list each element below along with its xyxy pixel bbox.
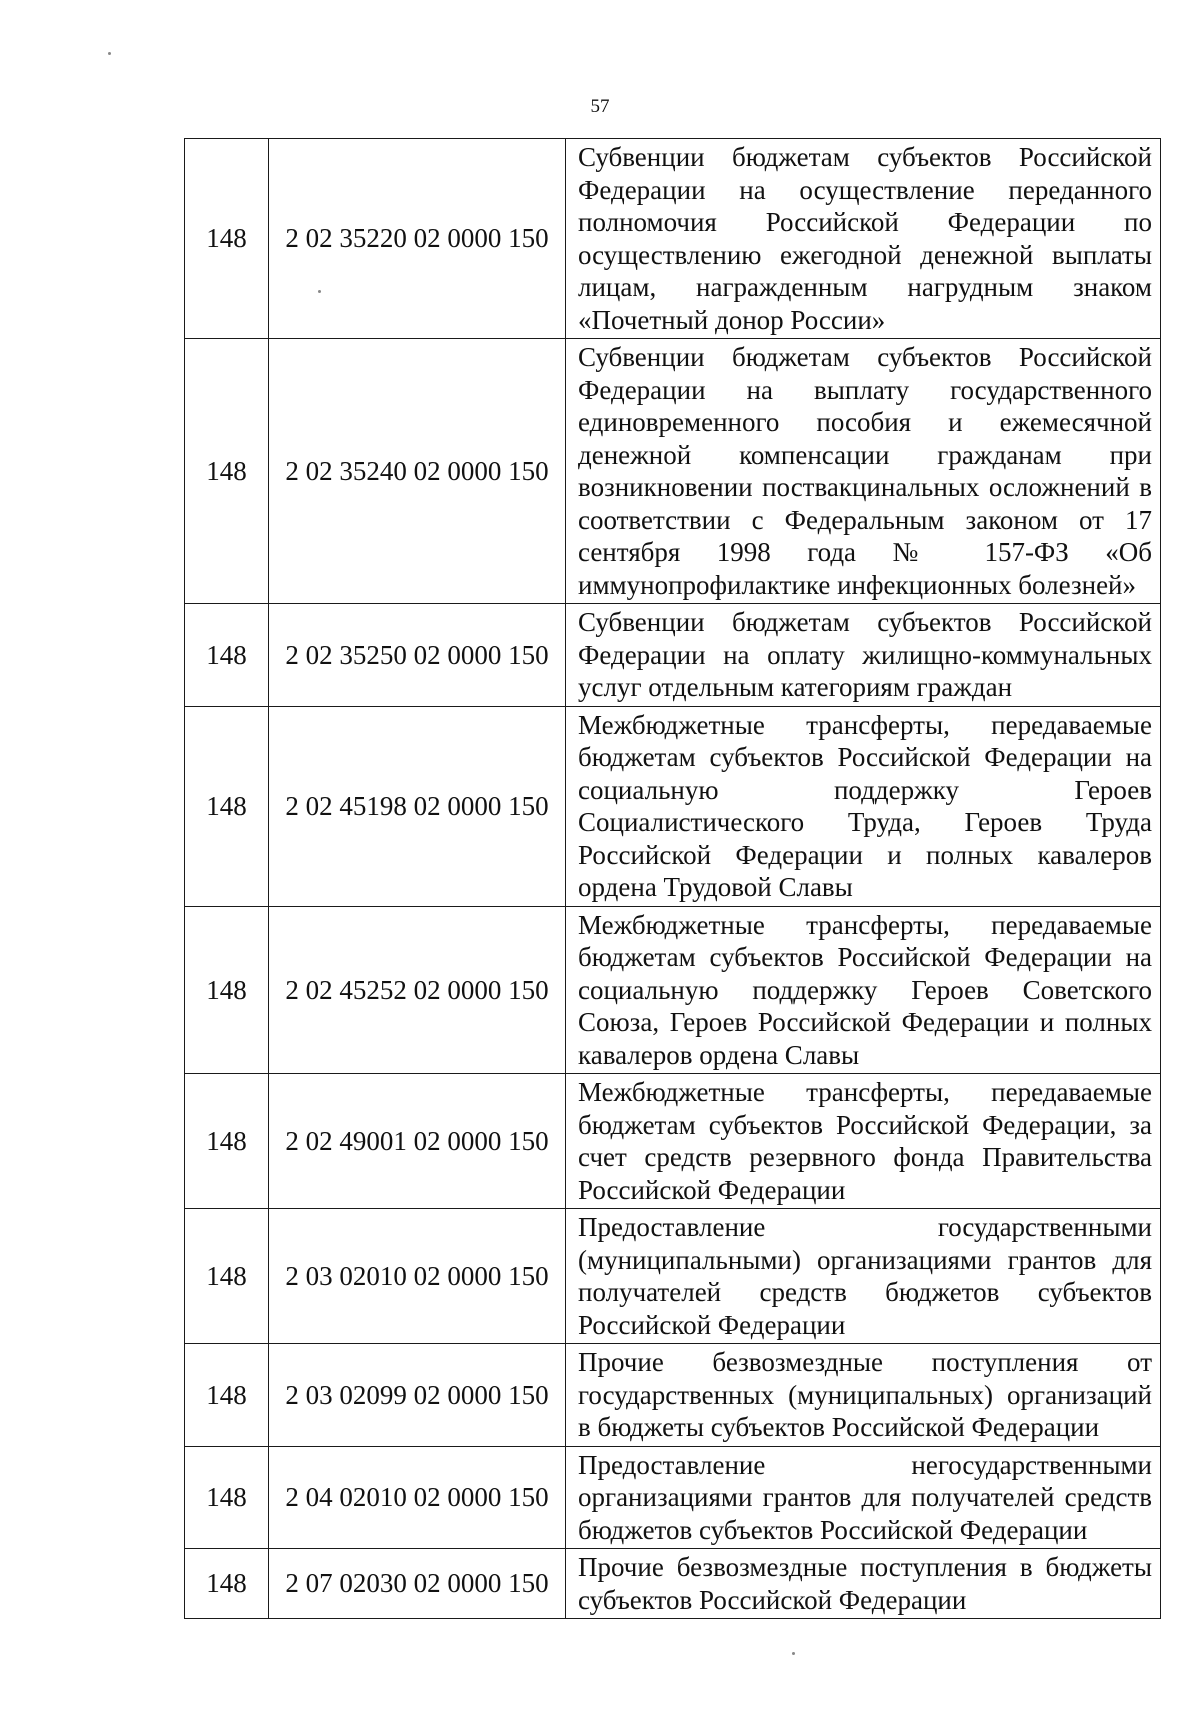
table-row [185, 1209, 1161, 1344]
admin-code-cell: 148 [185, 339, 269, 604]
description-cell: Субвенции бюджетам субъектов Российской Федерации на выплату государственного единовременного пособия и ежемесячной денежной компенсации гражданам при возникновении поствакцинальных осложнений в соответствии с Федеральным законом от 17 сентября 1998 года № 157-ФЗ «Об иммунопрофилактике инфекционных болезней» [566, 339, 1161, 604]
description-cell: Субвенции бюджетам субъектов Российской Федерации на оплату жилищно-коммунальных услуг отдельным категориям граждан [566, 604, 1161, 707]
budget-code-cell: 2 02 35220 02 0000 150 [269, 139, 566, 339]
budget-code-cell: 2 04 02010 02 0000 150 [269, 1446, 566, 1549]
admin-code-cell: 148 [185, 1446, 269, 1549]
scan-speck [108, 52, 111, 55]
budget-code-cell: 2 02 45198 02 0000 150 [269, 706, 566, 906]
table-row [185, 139, 1161, 339]
admin-code-cell: 148 [185, 906, 269, 1074]
table-row [185, 1344, 1161, 1447]
admin-code-cell: 148 [185, 706, 269, 906]
table-row [185, 1549, 1161, 1619]
budget-code-cell: 2 02 45252 02 0000 150 [269, 906, 566, 1074]
table-row [185, 1074, 1161, 1209]
budget-code-cell: 2 07 02030 02 0000 150 [269, 1549, 566, 1619]
table-row [185, 604, 1161, 707]
scan-speck [792, 1652, 795, 1655]
description-cell: Межбюджетные трансферты, передаваемые бюджетам субъектов Российской Федерации на социальную поддержку Героев Советского Союза, Героев Российской Федерации и полных кавалеров ордена Славы [566, 906, 1161, 1074]
description-cell: Субвенции бюджетам субъектов Российской Федерации на осуществление переданного полномочия Российской Федерации по осуществлению ежегодной денежной выплаты лицам, награжденным нагрудным знаком «Почетный донор России» [566, 139, 1161, 339]
admin-code-cell: 148 [185, 1209, 269, 1344]
admin-code-cell: 148 [185, 1344, 269, 1447]
page-number: 57 [590, 96, 610, 117]
description-cell: Межбюджетные трансферты, передаваемые бюджетам субъектов Российской Федерации на социальную поддержку Героев Социалистического Труда, Героев Труда Российской Федерации и полных кавалеров ордена Трудовой Славы [566, 706, 1161, 906]
admin-code-cell: 148 [185, 1074, 269, 1209]
description-cell: Прочие безвозмездные поступления в бюджеты субъектов Российской Федерации [566, 1549, 1161, 1619]
budget-code-cell: 2 03 02099 02 0000 150 [269, 1344, 566, 1447]
table-row [185, 339, 1161, 604]
description-cell: Прочие безвозмездные поступления от государственных (муниципальных) организаций в бюджеты субъектов Российской Федерации [566, 1344, 1161, 1447]
table-row [185, 906, 1161, 1074]
table-row [185, 1446, 1161, 1549]
admin-code-cell: 148 [185, 604, 269, 707]
budget-code-cell: 2 03 02010 02 0000 150 [269, 1209, 566, 1344]
admin-code-cell: 148 [185, 1549, 269, 1619]
description-cell: Предоставление государственными (муниципальными) организациями грантов для получателей средств бюджетов субъектов Российской Федерации [566, 1209, 1161, 1344]
scan-speck [318, 290, 321, 293]
admin-code-cell: 148 [185, 139, 269, 339]
description-cell: Предоставление негосударственными организациями грантов для получателей средств бюджетов субъектов Российской Федерации [566, 1446, 1161, 1549]
budget-code-cell: 2 02 49001 02 0000 150 [269, 1074, 566, 1209]
budget-code-cell: 2 02 35250 02 0000 150 [269, 604, 566, 707]
description-cell: Межбюджетные трансферты, передаваемые бюджетам субъектов Российской Федерации, за счет средств резервного фонда Правительства Российской Федерации [566, 1074, 1161, 1209]
budget-code-cell: 2 02 35240 02 0000 150 [269, 339, 566, 604]
table-row [185, 706, 1161, 906]
budget-classification-table [184, 138, 1161, 1619]
